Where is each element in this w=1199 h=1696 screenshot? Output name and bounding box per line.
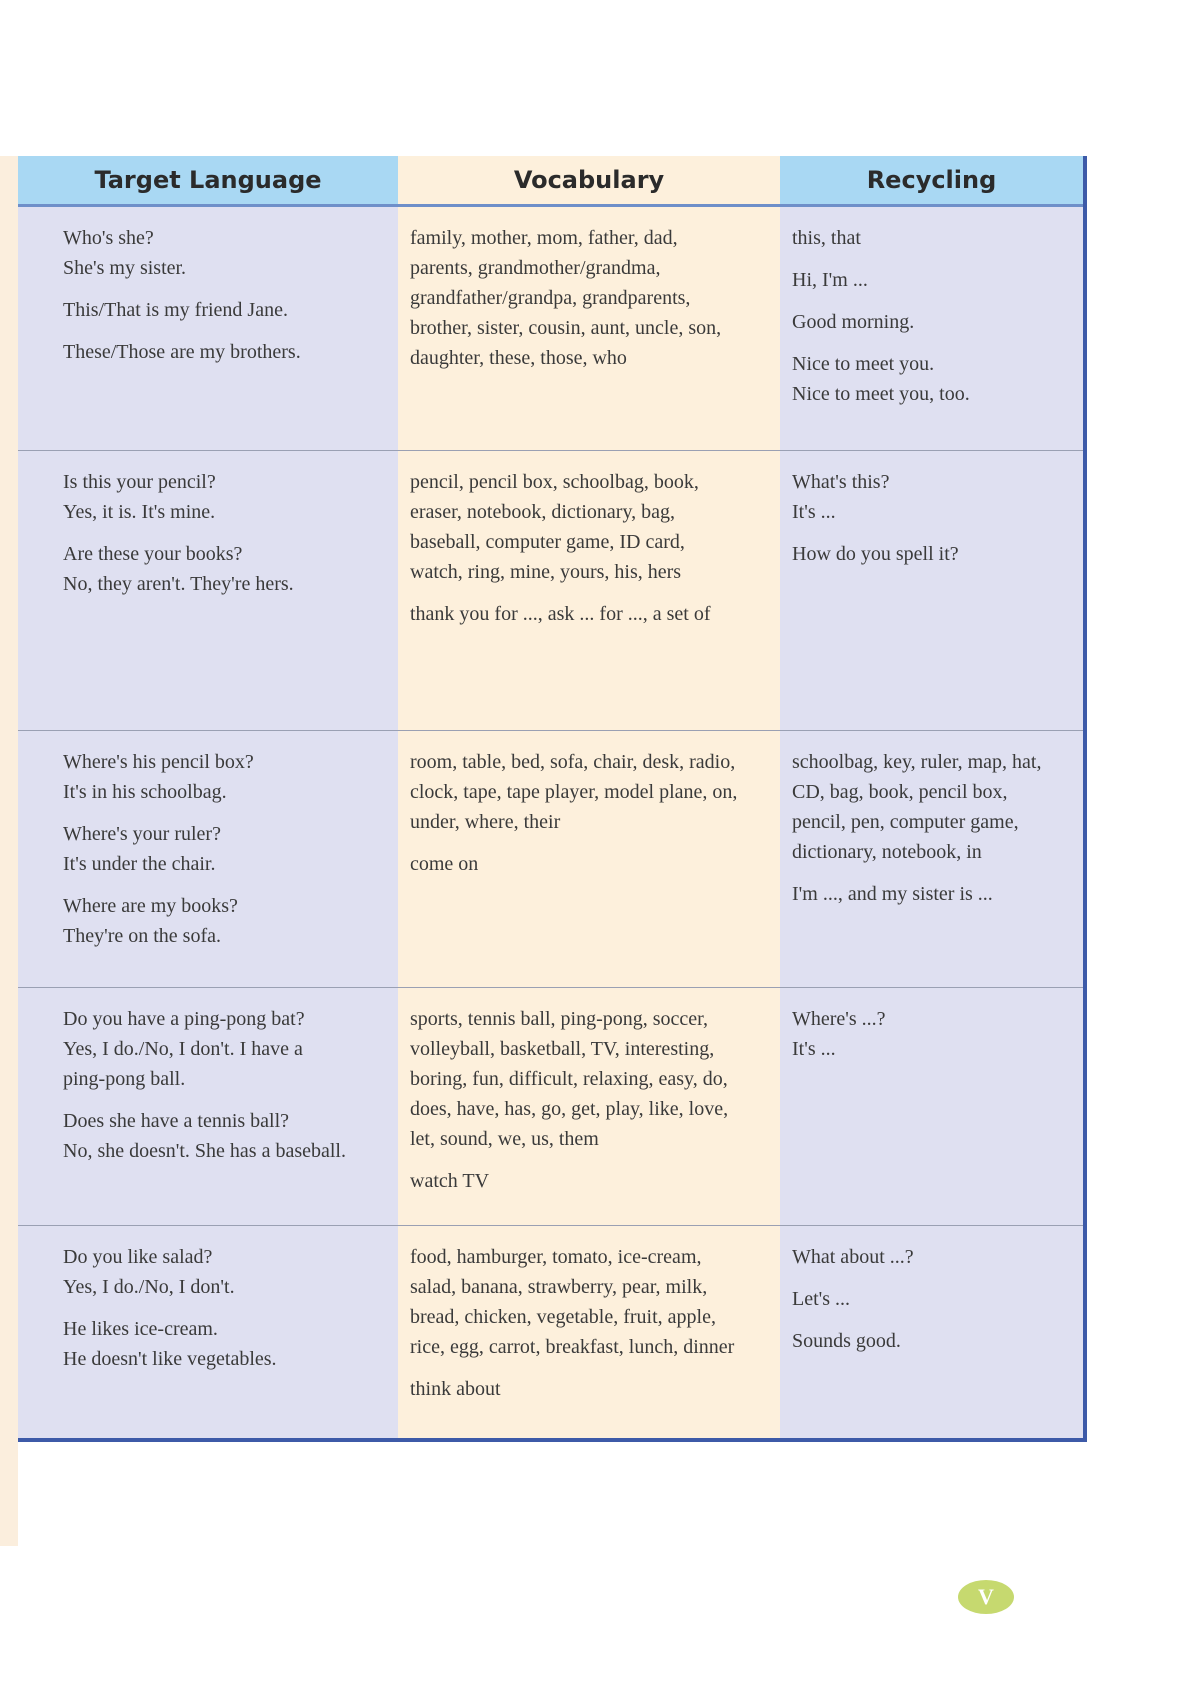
header-row	[18, 156, 1083, 206]
text-group	[63, 891, 386, 951]
text-group	[410, 467, 768, 587]
syllabus-grid	[18, 156, 1083, 1438]
text-group	[63, 1314, 386, 1374]
vocabulary-cell	[398, 1226, 780, 1438]
text-line: let, sound, we, us, them	[410, 1128, 599, 1150]
recycling-cell	[780, 988, 1083, 1226]
text-group	[410, 223, 768, 373]
text-group	[410, 747, 768, 837]
text-line: These/Those are my brothers.	[63, 341, 301, 363]
text-group	[792, 1326, 1071, 1356]
table-row	[18, 206, 1083, 451]
text-line: thank you for ..., ask ... for ..., a set of	[410, 603, 711, 625]
text-group	[63, 467, 386, 527]
text-line: dictionary, notebook, in	[792, 841, 982, 863]
vocabulary-cell	[398, 206, 780, 451]
text-line: brother, sister, cousin, aunt, uncle, son,	[410, 317, 722, 339]
header-target-language: Target Language	[18, 156, 398, 206]
text-line: parents, grandmother/grandma,	[410, 257, 661, 279]
text-line: under, where, their	[410, 811, 561, 833]
text-line: grandfather/grandpa, grandparents,	[410, 287, 691, 309]
text-group	[792, 1284, 1071, 1314]
text-group	[410, 1374, 768, 1404]
text-group	[792, 265, 1071, 295]
text-line: Yes, I do./No, I don't.	[63, 1276, 235, 1298]
page-number-badge: V	[958, 1580, 1014, 1614]
text-group	[792, 467, 1071, 527]
text-line: ping-pong ball.	[63, 1068, 186, 1090]
table-body	[18, 206, 1083, 1438]
vocabulary-cell	[398, 731, 780, 988]
text-line: Where's ...?	[792, 1008, 886, 1030]
text-line: Who's she?	[63, 227, 154, 249]
text-line: What about ...?	[792, 1246, 914, 1268]
header-vocabulary: Vocabulary	[398, 156, 780, 206]
text-group	[410, 599, 768, 629]
text-line: Do you like salad?	[63, 1246, 213, 1268]
text-group	[63, 1242, 386, 1302]
text-line: schoolbag, key, ruler, map, hat,	[792, 751, 1042, 773]
text-line: bread, chicken, vegetable, fruit, apple,	[410, 1306, 716, 1328]
text-group	[792, 539, 1071, 569]
table-row	[18, 1226, 1083, 1438]
vocabulary-cell	[398, 988, 780, 1226]
target-language-cell	[18, 451, 398, 731]
text-group	[792, 879, 1071, 909]
text-line: Good morning.	[792, 311, 915, 333]
target-language-cell	[18, 206, 398, 451]
target-language-cell	[18, 988, 398, 1226]
text-line: food, hamburger, tomato, ice-cream,	[410, 1246, 702, 1268]
recycling-cell	[780, 731, 1083, 988]
text-group	[63, 295, 386, 325]
text-group	[410, 1166, 768, 1196]
header-recycling: Recycling	[780, 156, 1083, 206]
target-language-cell	[18, 731, 398, 988]
text-group	[792, 747, 1071, 867]
text-line: Nice to meet you.	[792, 353, 935, 375]
text-group	[410, 1242, 768, 1362]
text-line: Nice to meet you, too.	[792, 383, 970, 405]
text-line: What's this?	[792, 471, 890, 493]
recycling-cell	[780, 1226, 1083, 1438]
syllabus-table	[18, 156, 1087, 1442]
text-line: this, that	[792, 227, 861, 249]
text-line: Hi, I'm ...	[792, 269, 868, 291]
text-line: boring, fun, difficult, relaxing, easy, do,	[410, 1068, 728, 1090]
text-line: clock, tape, tape player, model plane, on,	[410, 781, 738, 803]
text-line: Where's your ruler?	[63, 823, 221, 845]
text-group	[792, 223, 1071, 253]
text-line: He doesn't like vegetables.	[63, 1348, 277, 1370]
text-line: Do you have a ping-pong bat?	[63, 1008, 305, 1030]
text-line: CD, bag, book, pencil box,	[792, 781, 1008, 803]
text-line: Sounds good.	[792, 1330, 901, 1352]
text-line: I'm ..., and my sister is ...	[792, 883, 993, 905]
text-line: They're on the sofa.	[63, 925, 221, 947]
text-group	[792, 307, 1071, 337]
text-group	[410, 849, 768, 879]
text-line: think about	[410, 1378, 501, 1400]
text-line: pencil, pencil box, schoolbag, book,	[410, 471, 699, 493]
text-line: sports, tennis ball, ping-pong, soccer,	[410, 1008, 709, 1030]
text-group	[63, 539, 386, 599]
text-line: No, they aren't. They're hers.	[63, 573, 294, 595]
text-group	[63, 1004, 386, 1094]
text-line: volleyball, basketball, TV, interesting,	[410, 1038, 715, 1060]
text-group	[63, 1106, 386, 1166]
text-line: does, have, has, go, get, play, like, love,	[410, 1098, 729, 1120]
text-line: Yes, it is. It's mine.	[63, 501, 216, 523]
table-row	[18, 451, 1083, 731]
text-line: Let's ...	[792, 1288, 851, 1310]
text-line: Is this your pencil?	[63, 471, 216, 493]
vocabulary-cell	[398, 451, 780, 731]
text-line: watch, ring, mine, yours, his, hers	[410, 561, 682, 583]
text-line: It's ...	[792, 1038, 836, 1060]
text-line: Does she have a tennis ball?	[63, 1110, 290, 1132]
text-group	[63, 747, 386, 807]
text-group	[410, 1004, 768, 1154]
text-line: rice, egg, carrot, breakfast, lunch, dinner	[410, 1336, 735, 1358]
text-line: She's my sister.	[63, 257, 187, 279]
text-line: How do you spell it?	[792, 543, 959, 565]
text-line: family, mother, mom, father, dad,	[410, 227, 678, 249]
table-row	[18, 731, 1083, 988]
text-line: Where are my books?	[63, 895, 238, 917]
text-group	[63, 223, 386, 283]
recycling-cell	[780, 451, 1083, 731]
text-line: Where's his pencil box?	[63, 751, 254, 773]
text-line: salad, banana, strawberry, pear, milk,	[410, 1276, 708, 1298]
text-line: eraser, notebook, dictionary, bag,	[410, 501, 676, 523]
text-line: Are these your books?	[63, 543, 243, 565]
text-line: Yes, I do./No, I don't. I have a	[63, 1038, 303, 1060]
target-language-cell	[18, 1226, 398, 1438]
text-group	[63, 337, 386, 367]
text-line: watch TV	[410, 1170, 490, 1192]
recycling-cell	[780, 206, 1083, 451]
text-line: baseball, computer game, ID card,	[410, 531, 685, 553]
text-group	[792, 349, 1071, 409]
text-line: No, she doesn't. She has a baseball.	[63, 1140, 346, 1162]
left-edge-strip	[0, 156, 18, 1546]
text-line: It's ...	[792, 501, 836, 523]
text-line: It's under the chair.	[63, 853, 216, 875]
text-line: daughter, these, those, who	[410, 347, 627, 369]
text-line: He likes ice-cream.	[63, 1318, 218, 1340]
text-line: This/That is my friend Jane.	[63, 299, 288, 321]
text-group	[792, 1004, 1071, 1064]
text-line: pencil, pen, computer game,	[792, 811, 1019, 833]
text-group	[792, 1242, 1071, 1272]
text-line: room, table, bed, sofa, chair, desk, radio,	[410, 751, 736, 773]
text-group	[63, 819, 386, 879]
table-row	[18, 988, 1083, 1226]
text-line: It's in his schoolbag.	[63, 781, 227, 803]
text-line: come on	[410, 853, 479, 875]
